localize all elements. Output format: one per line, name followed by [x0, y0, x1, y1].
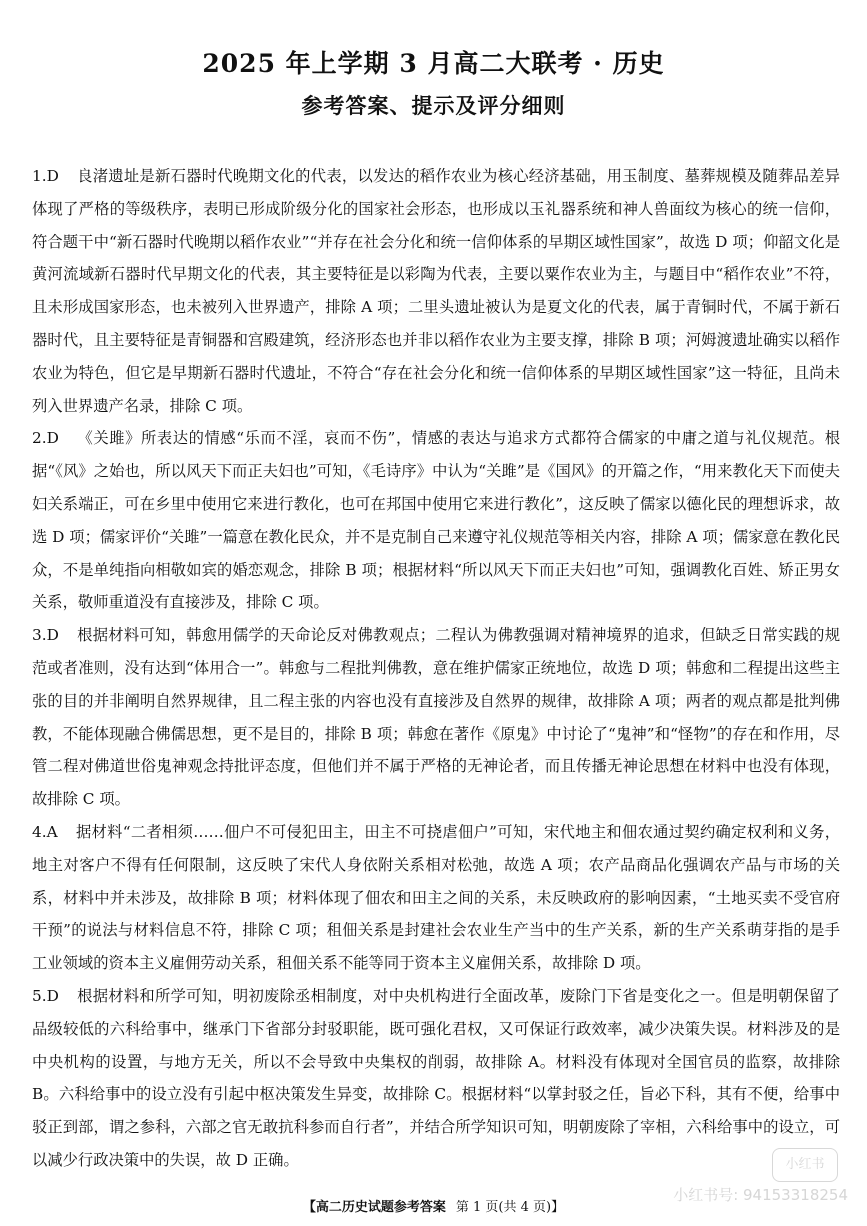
document-subtitle: 参考答案、提示及评分细则: [301, 93, 566, 118]
watermark-logo: 小红书: [772, 1148, 838, 1182]
answer-item: [32, 422, 840, 619]
answer-number: 3.D: [32, 626, 59, 645]
answer-list: [32, 160, 840, 1177]
answer-item: [32, 160, 840, 422]
answer-number: 5.D: [32, 986, 59, 1005]
answer-item: [32, 980, 840, 1177]
watermark-text: 小红书号: 9415331​8254: [673, 1186, 848, 1204]
answer-explanation: 良渚遗址是新石器时代晚期文化的代表，以发达的稻作农业为核心经济基础，用玉制度、墓葬规模及随葬品差异体现了严格的等级秩序，表明已形成阶级分化的国家社会形态，也形成以玉礼器系统和神人兽面纹为核心的统一信仰，符合题干中“新石器时代晚期以稻作农业”“并存在社会分化和统一信仰体系的早期区域性国家”，故选 D 项；仰韶文化是黄河流域新石器时代早期文化的代表，其主要特征是以彩陶为代表，主要以粟作农业为主，与题目中“稻作农业”不符，且未形成国家形态，也未被列入世界遗产，排除 A 项；二里头遗址被认为是夏文化的代表，属于青铜时代，不属于新石器时代，且主要特征是青铜器和宫殿建筑，经济形态也并非以稻作农业为主要支撑，排除 B 项；河姆渡遗址确实以稻作农业为特色，但它是早期新石器时代遗址，不符合“存在社会分化和统一信仰体系的早期区域性国家”这一特征，且尚未列入世界遗产名录，排除 C 项。: [32, 167, 840, 415]
answer-item: [32, 619, 840, 816]
answer-number: 2.D: [32, 429, 59, 448]
answer-explanation: 据材料“二者相须……佃户不可侵犯田主，田主不可挠虐佃户”可知，宋代地主和佃农通过契约确定权利和义务，地主对客户不得有任何限制，这反映了宋代人身依附关系相对松弛，故选 A 项；农产品商品化强调农产品与市场的关系，材料中并未涉及，故排除 B 项；材料体现了佃农和田主之间的关系，未反映政府的影响因素，“土地买卖不受官府干预”的说法与材料信息不符，排除 C 项；租佃关系是封建社会农业生产当中的生产关系，新的生产关系萌芽指的是手工业领域的资本主义雇佣劳动关系，租佃关系不能等同于资本主义雇佣关系，故排除 D 项。: [32, 822, 840, 973]
page-number: 第 1 页(共 4 页)】: [455, 1200, 565, 1215]
document-title: 2025 年上学期 3 月高二大联考 · 历史: [202, 49, 665, 78]
answer-number: 1.D: [32, 167, 59, 185]
footer-label: 【高二历史试题参考答案: [302, 1200, 446, 1215]
answer-item: [32, 816, 840, 980]
answer-explanation: 《关雎》所表达的情感“乐而不淫，哀而不伤”，情感的表达与追求方式都符合儒家的中庸之道与礼仪规范。根据“《风》之始也，所以风天下而正夫妇也”可知，《毛诗序》中认为“关雎”是《国风》的开篇之作，“用来教化天下而使夫妇关系端正，可在乡里中使用它来进行教化，也可在邦国中使用它来进行教化”，这反映了儒家以德化民的理想诉求，故选 D 项；儒家评价“关雎”一篇意在教化民众，并不是克制自己来遵守礼仪规范等相关内容，排除 A 项；儒家意在教化民众，不是单纯指向相敬如宾的婚恋观念，排除 B 项；根据材料“所以风天下而正夫妇也”可知，强调教化百姓、矫正男女关系，敬师重道没有直接涉及，排除 C 项。: [32, 429, 840, 612]
answer-explanation: 根据材料可知，韩愈用儒学的天命论反对佛教观点；二程认为佛教强调对精神境界的追求，但缺乏日常实践的规范或者准则，没有达到“体用合一”。韩愈与二程批判佛教，意在维护儒家正统地位，故选 D 项；韩愈和二程提出这些主张的目的并非阐明自然界规律，且二程主张的内容也没有直接涉及自然界的规律，故排除 A 项；两者的观点都是批判佛教，不能体现融合佛儒思想，更不是目的，排除 B 项；韩愈在著作《原鬼》中讨论了“鬼神”和“怪物”的存在和作用，尽管二程对佛道世俗鬼神观念持批评态度，但他们并不属于严格的无神论者，而且传播无神论思想在材料中也没有体现，故排除 C 项。: [32, 626, 840, 809]
answer-number: 4.A: [32, 822, 58, 841]
answer-explanation: 根据材料和所学可知，明初废除丞相制度，对中央机构进行全面改革，废除门下省是变化之一。但是明朝保留了品级较低的六科给事中，继承门下省部分封驳职能，既可强化君权，又可保证行政效率，减少决策失误。材料涉及的是中央机构的设置，与地方无关，所以不会导致中央集权的削弱，故排除 A。材料没有体现对全国官员的监察，故排除 B。六科给事中的设立没有引起中枢决策发生异变，故排除 C。根据材料“以掌封驳之任，旨必下科，其有不便，给事中驳正到部，谓之参科，六部之官无敢抗科参而自行者”，并结合所学知识可知，明朝废除了宰相，六科给事中的设立，可以减少行政决策中的失误，故 D 正确。: [32, 986, 840, 1169]
